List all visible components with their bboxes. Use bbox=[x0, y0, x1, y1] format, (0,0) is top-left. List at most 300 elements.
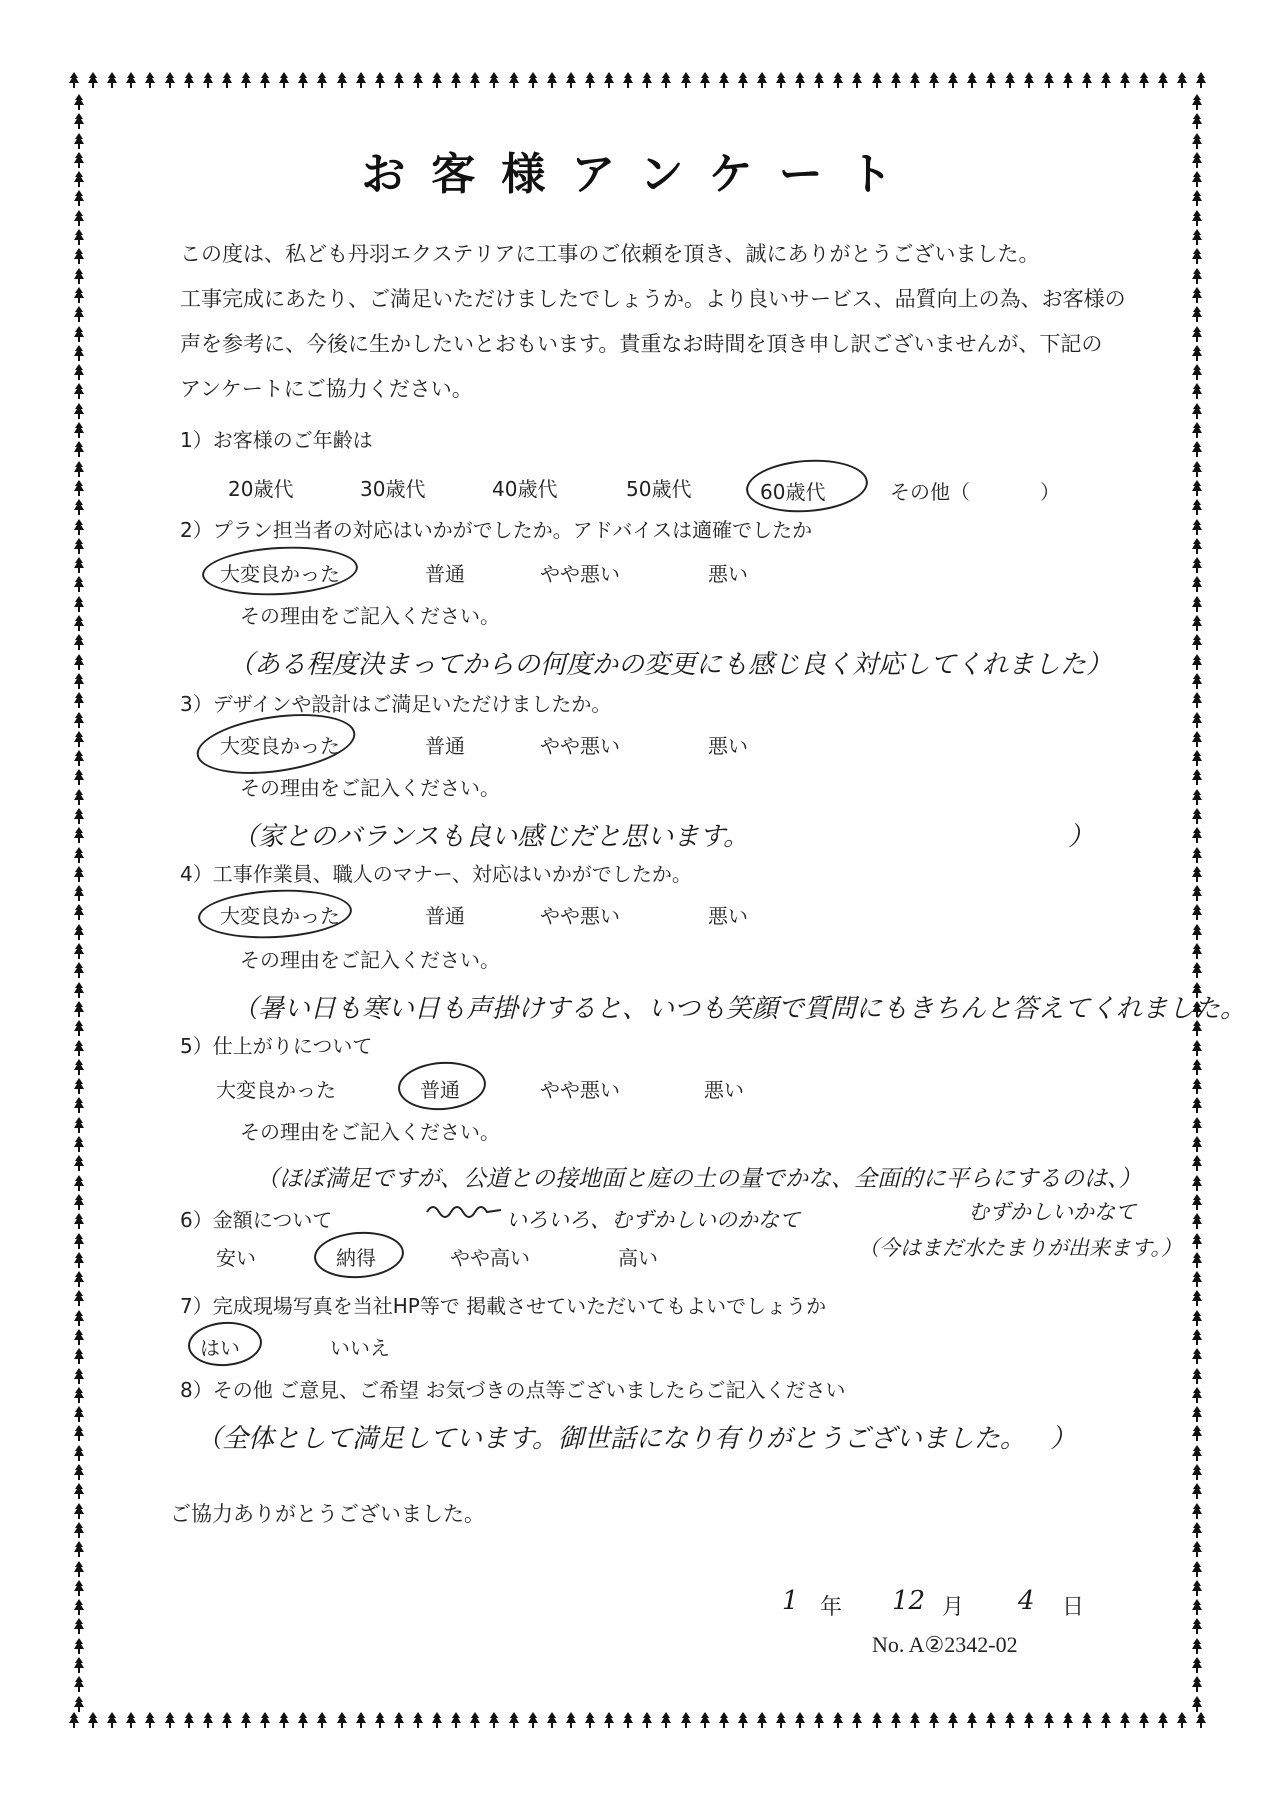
q2-option[interactable]: やや悪い bbox=[540, 562, 620, 586]
tree-ornament-icon bbox=[603, 1712, 615, 1728]
tree-ornament-icon bbox=[871, 72, 883, 88]
tree-ornament-icon bbox=[73, 962, 85, 978]
tree-ornament-icon bbox=[73, 422, 85, 438]
tree-ornament-icon bbox=[1191, 1329, 1203, 1345]
tree-ornament-icon bbox=[450, 72, 462, 88]
tree-ornament-icon bbox=[660, 72, 672, 88]
tree-ornament-icon bbox=[794, 1712, 806, 1728]
tree-ornament-icon bbox=[1191, 904, 1203, 920]
tree-ornament-icon bbox=[1191, 1213, 1203, 1229]
tree-ornament-icon bbox=[699, 72, 711, 88]
tree-ornament-icon bbox=[355, 1712, 367, 1728]
closing-message: ご協力ありがとうございました。 bbox=[170, 1502, 485, 1526]
tree-ornament-icon bbox=[73, 94, 85, 110]
tree-ornament-icon bbox=[1191, 1483, 1203, 1499]
tree-ornament-icon bbox=[718, 72, 730, 88]
q2-option[interactable]: 悪い bbox=[708, 562, 748, 586]
tree-ornament-icon bbox=[183, 72, 195, 88]
tree-ornament-icon bbox=[508, 1712, 520, 1728]
q2-handwritten-answer: （ある程度決まってからの何度かの変更にも感じ良く対応してくれました） bbox=[228, 650, 1113, 680]
tree-ornament-icon bbox=[73, 364, 85, 380]
tree-ornament-icon bbox=[622, 1712, 634, 1728]
tree-ornament-icon bbox=[259, 72, 271, 88]
tree-ornament-icon bbox=[68, 1712, 80, 1728]
reason-prompt: その理由をご記入ください。 bbox=[240, 1120, 500, 1144]
tree-ornament-icon bbox=[1191, 94, 1203, 110]
tree-ornament-icon bbox=[73, 345, 85, 361]
q6-option[interactable]: 安い bbox=[216, 1246, 256, 1270]
tree-ornament-icon bbox=[1191, 769, 1203, 785]
tree-ornament-icon bbox=[1191, 1310, 1203, 1326]
q3-option[interactable]: 普通 bbox=[425, 734, 465, 758]
tree-ornament-icon bbox=[775, 72, 787, 88]
tree-ornament-icon bbox=[297, 72, 309, 88]
tree-ornament-icon bbox=[546, 72, 558, 88]
tree-ornament-icon bbox=[73, 441, 85, 457]
tree-ornament-icon bbox=[1191, 1097, 1203, 1113]
tree-ornament-icon bbox=[1191, 1290, 1203, 1306]
q7-option-selected[interactable]: はい bbox=[200, 1336, 240, 1360]
tree-ornament-icon bbox=[297, 1712, 309, 1728]
tree-ornament-icon bbox=[1191, 306, 1203, 322]
tree-ornament-icon bbox=[966, 1712, 978, 1728]
q5-option[interactable]: 悪い bbox=[704, 1078, 744, 1102]
tree-ornament-icon bbox=[164, 1712, 176, 1728]
tree-ornament-icon bbox=[1191, 1155, 1203, 1171]
tree-ornament-icon bbox=[73, 113, 85, 129]
tree-ornament-icon bbox=[259, 1712, 271, 1728]
tree-ornament-icon bbox=[1191, 113, 1203, 129]
tree-ornament-icon bbox=[641, 72, 653, 88]
q3-option[interactable]: やや悪い bbox=[540, 734, 620, 758]
q3-option-selected[interactable]: 大変良かった bbox=[220, 734, 340, 758]
q4-option-selected[interactable]: 大変良かった bbox=[220, 904, 340, 928]
reason-prompt: その理由をご記入ください。 bbox=[240, 604, 500, 628]
tree-ornament-icon bbox=[73, 1696, 85, 1712]
tree-ornament-icon bbox=[73, 1464, 85, 1480]
tree-ornament-icon bbox=[73, 692, 85, 708]
tree-ornament-icon bbox=[316, 1712, 328, 1728]
tree-ornament-icon bbox=[1191, 1445, 1203, 1461]
border-right bbox=[1186, 94, 1208, 1712]
tree-ornament-icon bbox=[1191, 364, 1203, 380]
document-number: No. A②2342-02 bbox=[872, 1632, 1018, 1657]
q1-option[interactable]: 50歳代 bbox=[626, 477, 692, 501]
tree-ornament-icon bbox=[1191, 1136, 1203, 1152]
tree-ornament-icon bbox=[393, 1712, 405, 1728]
question-3-label: 3）デザインや設計はご満足いただけましたか。 bbox=[180, 692, 612, 716]
tree-ornament-icon bbox=[1191, 1175, 1203, 1191]
tree-ornament-icon bbox=[794, 72, 806, 88]
tree-ornament-icon bbox=[1191, 1696, 1203, 1712]
tree-ornament-icon bbox=[73, 480, 85, 496]
q5-option-selected[interactable]: 普通 bbox=[420, 1078, 460, 1102]
tree-ornament-icon bbox=[1191, 1078, 1203, 1094]
tree-ornament-icon bbox=[1176, 72, 1188, 88]
tree-ornament-icon bbox=[1100, 72, 1112, 88]
tree-ornament-icon bbox=[73, 1194, 85, 1210]
tree-ornament-icon bbox=[1191, 924, 1203, 940]
tree-ornament-icon bbox=[1191, 1406, 1203, 1422]
tree-ornament-icon bbox=[73, 306, 85, 322]
tree-ornament-icon bbox=[73, 1001, 85, 1017]
tree-ornament-icon bbox=[1191, 750, 1203, 766]
date-year-label: 年 bbox=[820, 1595, 843, 1620]
tree-ornament-icon bbox=[73, 654, 85, 670]
tree-ornament-icon bbox=[73, 519, 85, 535]
date-month-label: 月 bbox=[942, 1595, 965, 1620]
tree-ornament-icon bbox=[775, 1712, 787, 1728]
tree-ornament-icon bbox=[106, 1712, 118, 1728]
q5-handwritten-note: むずかしいかなて bbox=[968, 1200, 1136, 1224]
tree-ornament-icon bbox=[565, 72, 577, 88]
tree-ornament-icon bbox=[1191, 962, 1203, 978]
tree-ornament-icon bbox=[221, 1712, 233, 1728]
tree-ornament-icon bbox=[87, 72, 99, 88]
border-top bbox=[68, 72, 1208, 94]
question-7-label: 7）完成現場写真を当社HP等で 掲載させていただいてもよいでしょうか bbox=[180, 1294, 827, 1318]
tree-ornament-icon bbox=[584, 72, 596, 88]
tree-ornament-icon bbox=[1191, 1271, 1203, 1287]
tree-ornament-icon bbox=[73, 1425, 85, 1441]
q5-option[interactable]: 大変良かった bbox=[216, 1078, 336, 1102]
tree-ornament-icon bbox=[1191, 673, 1203, 689]
tree-ornament-icon bbox=[73, 750, 85, 766]
tree-ornament-icon bbox=[240, 72, 252, 88]
tree-ornament-icon bbox=[278, 72, 290, 88]
tree-ornament-icon bbox=[1191, 634, 1203, 650]
q5-handwritten-note: （今はまだ水たまりが出来ます。） bbox=[858, 1236, 1182, 1260]
tree-ornament-icon bbox=[73, 210, 85, 226]
tree-ornament-icon bbox=[221, 72, 233, 88]
tree-ornament-icon bbox=[1191, 1657, 1203, 1673]
q1-other-close: ） bbox=[1040, 480, 1060, 504]
tree-ornament-icon bbox=[909, 72, 921, 88]
q3-handwritten-answer: （家とのバランスも良い感じだと思います。 bbox=[232, 822, 750, 852]
tree-ornament-icon bbox=[1195, 72, 1207, 88]
tree-ornament-icon bbox=[73, 1213, 85, 1229]
tree-ornament-icon bbox=[73, 1020, 85, 1036]
tree-ornament-icon bbox=[1191, 712, 1203, 728]
q1-option[interactable]: 30歳代 bbox=[360, 477, 426, 501]
tree-ornament-icon bbox=[73, 1657, 85, 1673]
tree-ornament-icon bbox=[412, 72, 424, 88]
tree-ornament-icon bbox=[1191, 885, 1203, 901]
intro-line: 声を参考に、今後に生かしたいとおもいます。貴重なお時間を頂き申し訳ございませんが、下記の bbox=[180, 332, 1103, 356]
tree-ornament-icon bbox=[1191, 499, 1203, 515]
q1-option-selected[interactable]: 60歳代 bbox=[760, 480, 826, 504]
tree-ornament-icon bbox=[813, 1712, 825, 1728]
q5-handwritten-note: いろいろ、むずかしいのかなて bbox=[506, 1208, 800, 1232]
tree-ornament-icon bbox=[1191, 1580, 1203, 1596]
q3-option[interactable]: 悪い bbox=[708, 734, 748, 758]
tree-ornament-icon bbox=[278, 1712, 290, 1728]
tree-ornament-icon bbox=[73, 1252, 85, 1268]
tree-ornament-icon bbox=[947, 1712, 959, 1728]
tree-ornament-icon bbox=[73, 1136, 85, 1152]
tree-ornament-icon bbox=[871, 1712, 883, 1728]
tree-ornament-icon bbox=[73, 557, 85, 573]
tree-ornament-icon bbox=[1191, 731, 1203, 747]
tree-ornament-icon bbox=[1081, 72, 1093, 88]
tree-ornament-icon bbox=[73, 1175, 85, 1191]
question-6-label: 6）金額について bbox=[180, 1208, 333, 1232]
tree-ornament-icon bbox=[1191, 480, 1203, 496]
tree-ornament-icon bbox=[851, 1712, 863, 1728]
tree-ornament-icon bbox=[73, 673, 85, 689]
tree-ornament-icon bbox=[1191, 1599, 1203, 1615]
tree-ornament-icon bbox=[73, 731, 85, 747]
tree-ornament-icon bbox=[832, 1712, 844, 1728]
intro-line: この度は、私ども丹羽エクステリアに工事のご依頼を頂き、誠にありがとうございました。 bbox=[180, 242, 1040, 266]
tree-ornament-icon bbox=[546, 1712, 558, 1728]
tree-ornament-icon bbox=[756, 1712, 768, 1728]
tree-ornament-icon bbox=[1138, 72, 1150, 88]
tree-ornament-icon bbox=[1191, 692, 1203, 708]
tree-ornament-icon bbox=[68, 72, 80, 88]
tree-ornament-icon bbox=[737, 72, 749, 88]
tree-ornament-icon bbox=[1191, 1638, 1203, 1654]
tree-ornament-icon bbox=[1191, 808, 1203, 824]
tree-ornament-icon bbox=[1191, 1233, 1203, 1249]
tree-ornament-icon bbox=[73, 634, 85, 650]
tree-ornament-icon bbox=[1119, 1712, 1131, 1728]
tree-ornament-icon bbox=[87, 1712, 99, 1728]
tree-ornament-icon bbox=[73, 576, 85, 592]
tree-ornament-icon bbox=[73, 1580, 85, 1596]
tree-ornament-icon bbox=[1191, 1387, 1203, 1403]
tree-ornament-icon bbox=[718, 1712, 730, 1728]
tree-ornament-icon bbox=[202, 72, 214, 88]
tree-ornament-icon bbox=[584, 1712, 596, 1728]
tree-ornament-icon bbox=[450, 1712, 462, 1728]
tree-ornament-icon bbox=[336, 1712, 348, 1728]
tree-ornament-icon bbox=[73, 1676, 85, 1692]
tree-ornament-icon bbox=[1191, 1503, 1203, 1519]
q4-option[interactable]: 悪い bbox=[708, 904, 748, 928]
tree-ornament-icon bbox=[73, 1483, 85, 1499]
tree-ornament-icon bbox=[1191, 519, 1203, 535]
tree-ornament-icon bbox=[469, 72, 481, 88]
page-title: お客様アンケート bbox=[361, 149, 919, 200]
tree-ornament-icon bbox=[1191, 557, 1203, 573]
tree-ornament-icon bbox=[73, 403, 85, 419]
tree-ornament-icon bbox=[1191, 1618, 1203, 1634]
tree-ornament-icon bbox=[73, 808, 85, 824]
tree-ornament-icon bbox=[680, 72, 692, 88]
tree-ornament-icon bbox=[73, 287, 85, 303]
tree-ornament-icon bbox=[1157, 72, 1169, 88]
tree-ornament-icon bbox=[202, 1712, 214, 1728]
tree-ornament-icon bbox=[1191, 1252, 1203, 1268]
tree-ornament-icon bbox=[240, 1712, 252, 1728]
tree-ornament-icon bbox=[73, 615, 85, 631]
tree-ornament-icon bbox=[527, 72, 539, 88]
tree-ornament-icon bbox=[1191, 1059, 1203, 1075]
tree-ornament-icon bbox=[106, 72, 118, 88]
tree-ornament-icon bbox=[1191, 789, 1203, 805]
tree-ornament-icon bbox=[355, 72, 367, 88]
tree-ornament-icon bbox=[1191, 1194, 1203, 1210]
q2-option-selected[interactable]: 大変良かった bbox=[220, 562, 340, 586]
tree-ornament-icon bbox=[73, 1348, 85, 1364]
tree-ornament-icon bbox=[1100, 1712, 1112, 1728]
tree-ornament-icon bbox=[374, 72, 386, 88]
tree-ornament-icon bbox=[1191, 1522, 1203, 1538]
tree-ornament-icon bbox=[73, 982, 85, 998]
tree-ornament-icon bbox=[73, 712, 85, 728]
tree-ornament-icon bbox=[1191, 248, 1203, 264]
tree-ornament-icon bbox=[1157, 1712, 1169, 1728]
tree-ornament-icon bbox=[73, 1599, 85, 1615]
q4-option[interactable]: やや悪い bbox=[540, 904, 620, 928]
q2-option[interactable]: 普通 bbox=[425, 562, 465, 586]
tree-ornament-icon bbox=[164, 72, 176, 88]
tree-ornament-icon bbox=[985, 1712, 997, 1728]
tree-ornament-icon bbox=[641, 1712, 653, 1728]
question-2-label: 2）プラン担当者の対応はいかがでしたか。アドバイスは適確でしたか bbox=[180, 518, 813, 542]
q5-option[interactable]: やや悪い bbox=[540, 1078, 620, 1102]
tree-ornament-icon bbox=[1004, 1712, 1016, 1728]
tree-ornament-icon bbox=[73, 1078, 85, 1094]
tree-ornament-icon bbox=[622, 72, 634, 88]
tree-ornament-icon bbox=[660, 1712, 672, 1728]
tree-ornament-icon bbox=[73, 499, 85, 515]
q1-option[interactable]: 40歳代 bbox=[492, 477, 558, 501]
tree-ornament-icon bbox=[1081, 1712, 1093, 1728]
tree-ornament-icon bbox=[1043, 72, 1055, 88]
tree-ornament-icon bbox=[73, 1522, 85, 1538]
tree-ornament-icon bbox=[832, 72, 844, 88]
tree-ornament-icon bbox=[1191, 461, 1203, 477]
tree-ornament-icon bbox=[73, 1561, 85, 1577]
q6-option[interactable]: 高い bbox=[618, 1246, 658, 1270]
tree-ornament-icon bbox=[1191, 1425, 1203, 1441]
squiggle-annotation bbox=[425, 1198, 505, 1222]
tree-ornament-icon bbox=[699, 1712, 711, 1728]
tree-ornament-icon bbox=[1191, 1368, 1203, 1384]
tree-ornament-icon bbox=[985, 72, 997, 88]
tree-ornament-icon bbox=[1191, 441, 1203, 457]
tree-ornament-icon bbox=[73, 789, 85, 805]
tree-ornament-icon bbox=[1191, 287, 1203, 303]
tree-ornament-icon bbox=[73, 847, 85, 863]
tree-ornament-icon bbox=[756, 72, 768, 88]
tree-ornament-icon bbox=[393, 72, 405, 88]
tree-ornament-icon bbox=[125, 72, 137, 88]
q8-answer-close: ） bbox=[1050, 1424, 1077, 1454]
tree-ornament-icon bbox=[527, 1712, 539, 1728]
tree-ornament-icon bbox=[73, 1387, 85, 1403]
q7-option[interactable]: いいえ bbox=[330, 1336, 390, 1360]
tree-ornament-icon bbox=[1191, 345, 1203, 361]
tree-ornament-icon bbox=[73, 1233, 85, 1249]
tree-ornament-icon bbox=[374, 1712, 386, 1728]
q1-option-other[interactable]: その他（ bbox=[890, 480, 970, 504]
tree-ornament-icon bbox=[1191, 1561, 1203, 1577]
tree-ornament-icon bbox=[1176, 1712, 1188, 1728]
tree-ornament-icon bbox=[1191, 576, 1203, 592]
tree-ornament-icon bbox=[947, 72, 959, 88]
tree-ornament-icon bbox=[73, 885, 85, 901]
tree-ornament-icon bbox=[73, 1503, 85, 1519]
reason-prompt: その理由をご記入ください。 bbox=[240, 948, 500, 972]
tree-ornament-icon bbox=[73, 248, 85, 264]
tree-ornament-icon bbox=[73, 1271, 85, 1287]
tree-ornament-icon bbox=[73, 924, 85, 940]
tree-ornament-icon bbox=[1191, 943, 1203, 959]
tree-ornament-icon bbox=[1191, 268, 1203, 284]
tree-ornament-icon bbox=[73, 1040, 85, 1056]
tree-ornament-icon bbox=[1191, 403, 1203, 419]
tree-ornament-icon bbox=[1062, 1712, 1074, 1728]
tree-ornament-icon bbox=[73, 1618, 85, 1634]
tree-ornament-icon bbox=[1191, 827, 1203, 843]
tree-ornament-icon bbox=[909, 1712, 921, 1728]
q8-handwritten-answer: （全体として満足しています。御世話になり有りがとうございました。 bbox=[196, 1424, 1026, 1454]
tree-ornament-icon bbox=[73, 538, 85, 554]
tree-ornament-icon bbox=[1191, 326, 1203, 342]
tree-ornament-icon bbox=[73, 1290, 85, 1306]
q4-option[interactable]: 普通 bbox=[425, 904, 465, 928]
q6-option-selected[interactable]: 納得 bbox=[336, 1246, 376, 1270]
reason-prompt: その理由をご記入ください。 bbox=[240, 776, 500, 800]
tree-ornament-icon bbox=[1062, 72, 1074, 88]
tree-ornament-icon bbox=[469, 1712, 481, 1728]
tree-ornament-icon bbox=[1195, 1712, 1207, 1728]
question-4-label: 4）工事作業員、職人のマナー、対応はいかがでしたか。 bbox=[180, 862, 692, 886]
q5-handwritten-answer: （ほぼ満足ですが、公道との接地面と庭の土の量でかな、全面的に平らにするのは、） bbox=[256, 1166, 1142, 1192]
border-bottom bbox=[68, 1712, 1208, 1734]
tree-ornament-icon bbox=[1191, 383, 1203, 399]
tree-ornament-icon bbox=[1191, 229, 1203, 245]
tree-ornament-icon bbox=[73, 769, 85, 785]
tree-ornament-icon bbox=[73, 229, 85, 245]
tree-ornament-icon bbox=[890, 72, 902, 88]
date-day-label: 日 bbox=[1062, 1595, 1085, 1620]
tree-ornament-icon bbox=[1138, 1712, 1150, 1728]
tree-ornament-icon bbox=[890, 1712, 902, 1728]
q6-option[interactable]: やや高い bbox=[450, 1246, 530, 1270]
tree-ornament-icon bbox=[73, 1059, 85, 1075]
q1-option[interactable]: 20歳代 bbox=[228, 477, 294, 501]
tree-ornament-icon bbox=[1191, 1541, 1203, 1557]
tree-ornament-icon bbox=[1191, 1676, 1203, 1692]
tree-ornament-icon bbox=[1119, 72, 1131, 88]
tree-ornament-icon bbox=[73, 1638, 85, 1654]
tree-ornament-icon bbox=[73, 1329, 85, 1345]
tree-ornament-icon bbox=[1023, 1712, 1035, 1728]
tree-ornament-icon bbox=[73, 904, 85, 920]
tree-ornament-icon bbox=[73, 827, 85, 843]
tree-ornament-icon bbox=[1191, 1117, 1203, 1133]
tree-ornament-icon bbox=[144, 72, 156, 88]
q4-handwritten-answer: （暑い日も寒い日も声掛けすると、いつも笑顔で質問にもきちんと答えてくれました。 bbox=[232, 994, 1247, 1024]
tree-ornament-icon bbox=[680, 1712, 692, 1728]
tree-ornament-icon bbox=[73, 1097, 85, 1113]
tree-ornament-icon bbox=[316, 72, 328, 88]
q3-answer-close: ） bbox=[1068, 822, 1095, 852]
tree-ornament-icon bbox=[73, 596, 85, 612]
tree-ornament-icon bbox=[73, 1406, 85, 1422]
tree-ornament-icon bbox=[851, 72, 863, 88]
tree-ornament-icon bbox=[813, 72, 825, 88]
tree-ornament-icon bbox=[144, 1712, 156, 1728]
tree-ornament-icon bbox=[508, 72, 520, 88]
tree-ornament-icon bbox=[737, 1712, 749, 1728]
date-day-value: 4 bbox=[1018, 1586, 1035, 1616]
tree-ornament-icon bbox=[1191, 538, 1203, 554]
